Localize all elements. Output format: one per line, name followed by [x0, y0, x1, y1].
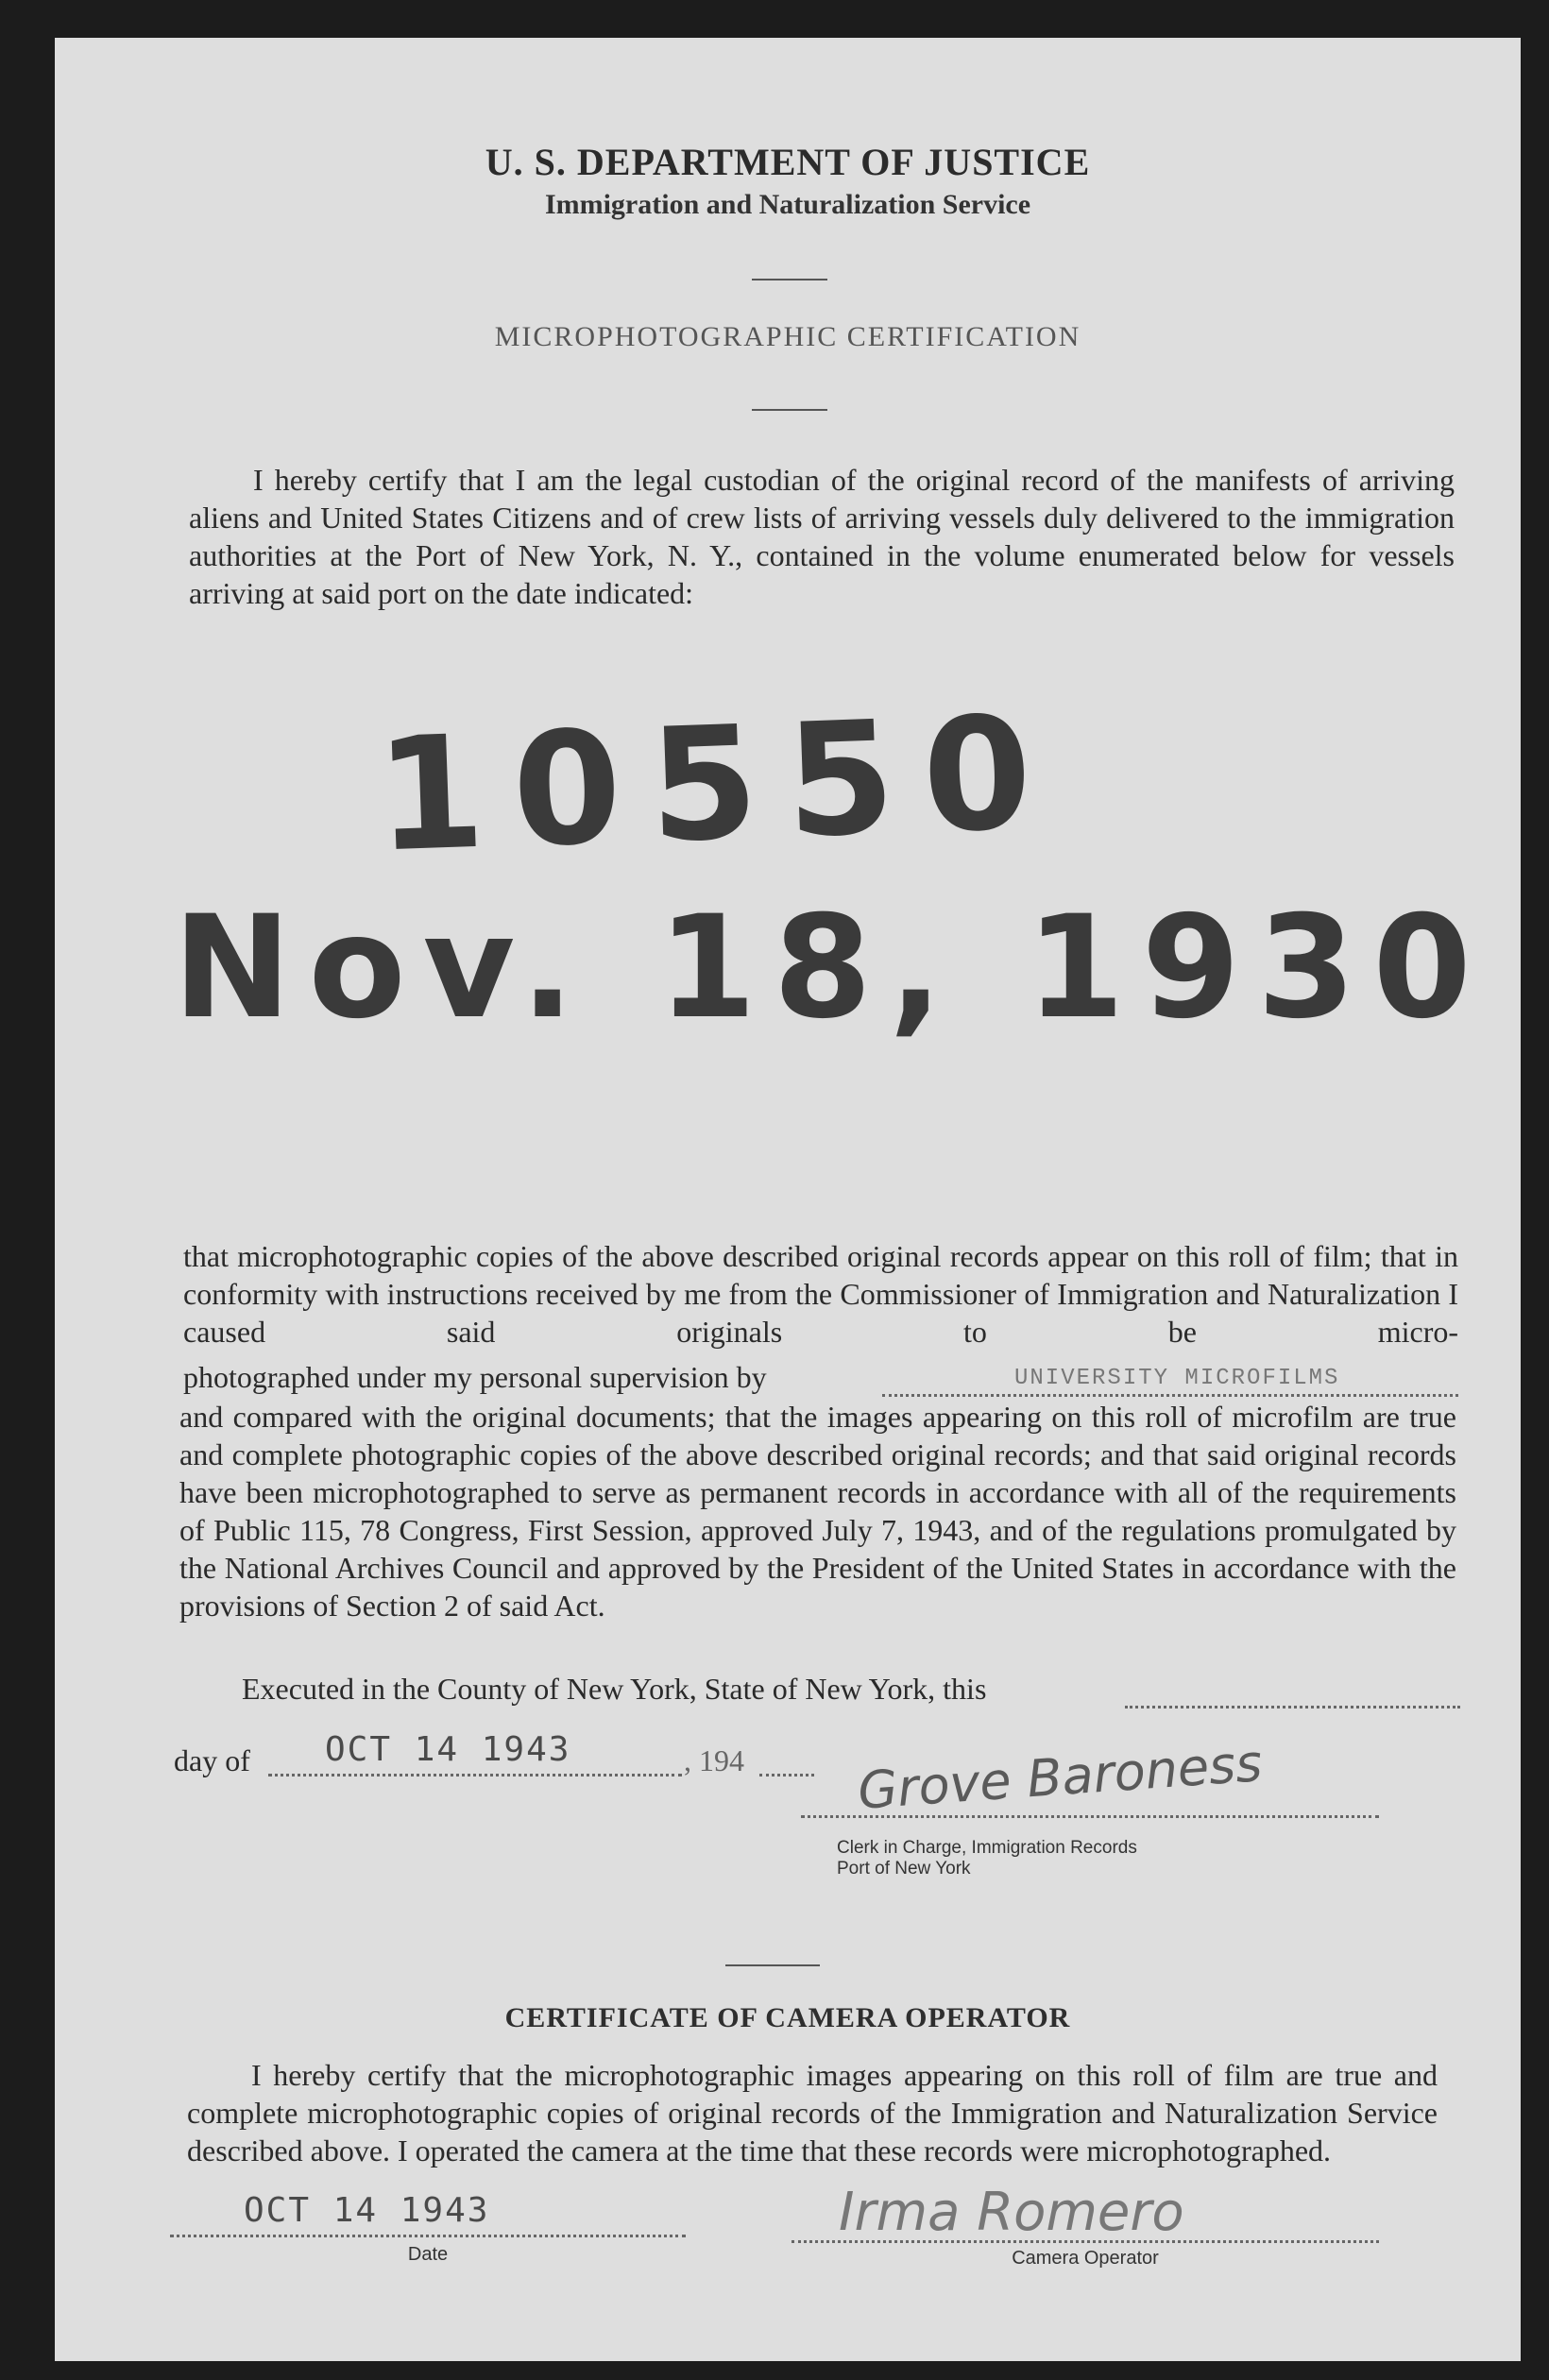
divider	[752, 279, 827, 280]
operator-label: Camera Operator	[1012, 2248, 1159, 2269]
date-line	[170, 2233, 686, 2237]
supervision-name: UNIVERSITY MICROFILMS	[1014, 1366, 1340, 1391]
year-field	[759, 1747, 814, 1776]
volume-number: 10550	[372, 681, 1064, 887]
service-subheading: Immigration and Naturalization Service	[544, 189, 1031, 220]
day-of-stamp: OCT 14 1943	[325, 1730, 571, 1769]
clerk-signature-line	[801, 1813, 1379, 1818]
compared-paragraph: and compared with the original documents; that the images appearing on this roll of microfilm are true and complete photographic copies of the above described original records; and that said original records have been microphotographed to serve as permanent records in accordance with all of the requirements of Public 115, 78 Congress, First Session, approved July 7, 1943, and of the regulations promulgated by the National Archives Council and approved by the President of the United States in accordance with the provisions of Section 2 of said Act.	[179, 1400, 1456, 1623]
copies-paragraph: that microphotographic copies of the above described original records appear on this roll of film; that in conformity with instructions received by me from the Commissioner of Immigration and Naturalization I caused said originals to be micro-	[183, 1239, 1458, 1349]
clerk-port: Port of New York	[837, 1859, 971, 1878]
executed-day-field	[1125, 1679, 1460, 1708]
custodian-paragraph: I hereby certify that I am the legal custodian of the original record of the manifests of arriving aliens and United States Citizens and of crew lists of arriving vessels duly delivered to the immigration authorities at the Port of New York, N. Y., contained in the volume enumerated below for vessels arriving at said port on the date indicated:	[189, 463, 1455, 610]
camera-certificate-title: CERTIFICATE OF CAMERA OPERATOR	[504, 2002, 1071, 2033]
supervision-line	[183, 1360, 1458, 1402]
executed-line	[242, 1672, 1460, 1713]
day-of-line	[174, 1730, 873, 1785]
clerk-signature: Grove Baroness	[856, 1733, 1265, 1821]
form-title: MICROPHOTOGRAPHIC CERTIFICATION	[494, 321, 1081, 352]
supervision-prefix: photographed under my personal supervision by	[183, 1360, 767, 1394]
operator-signature: Irma Romero	[839, 2182, 1184, 2243]
year-prefix: , 194	[684, 1743, 744, 1777]
divider	[752, 409, 827, 411]
divider	[725, 1964, 820, 1966]
executed-text: Executed in the County of New York, State of New York, this	[242, 1672, 987, 1706]
day-of-label: day of	[174, 1743, 250, 1777]
camera-paragraph: I hereby certify that the microphotographic images appearing on this roll of film are true and complete microphotographic copies of original records of the Immigration and Naturalization Service described above. I operated the camera at the time that these records were microphotographed.	[187, 2058, 1438, 2168]
operator-signature-line	[792, 2238, 1379, 2243]
department-heading: U. S. DEPARTMENT OF JUSTICE	[485, 141, 1091, 183]
clerk-title: Clerk in Charge, Immigration Records	[837, 1838, 1137, 1858]
certificate-sheet	[55, 38, 1521, 2361]
camera-date-stamp: OCT 14 1943	[244, 2191, 490, 2230]
date-label: Date	[407, 2244, 449, 2265]
volume-date: Nov. 18, 1930	[173, 886, 1489, 1050]
